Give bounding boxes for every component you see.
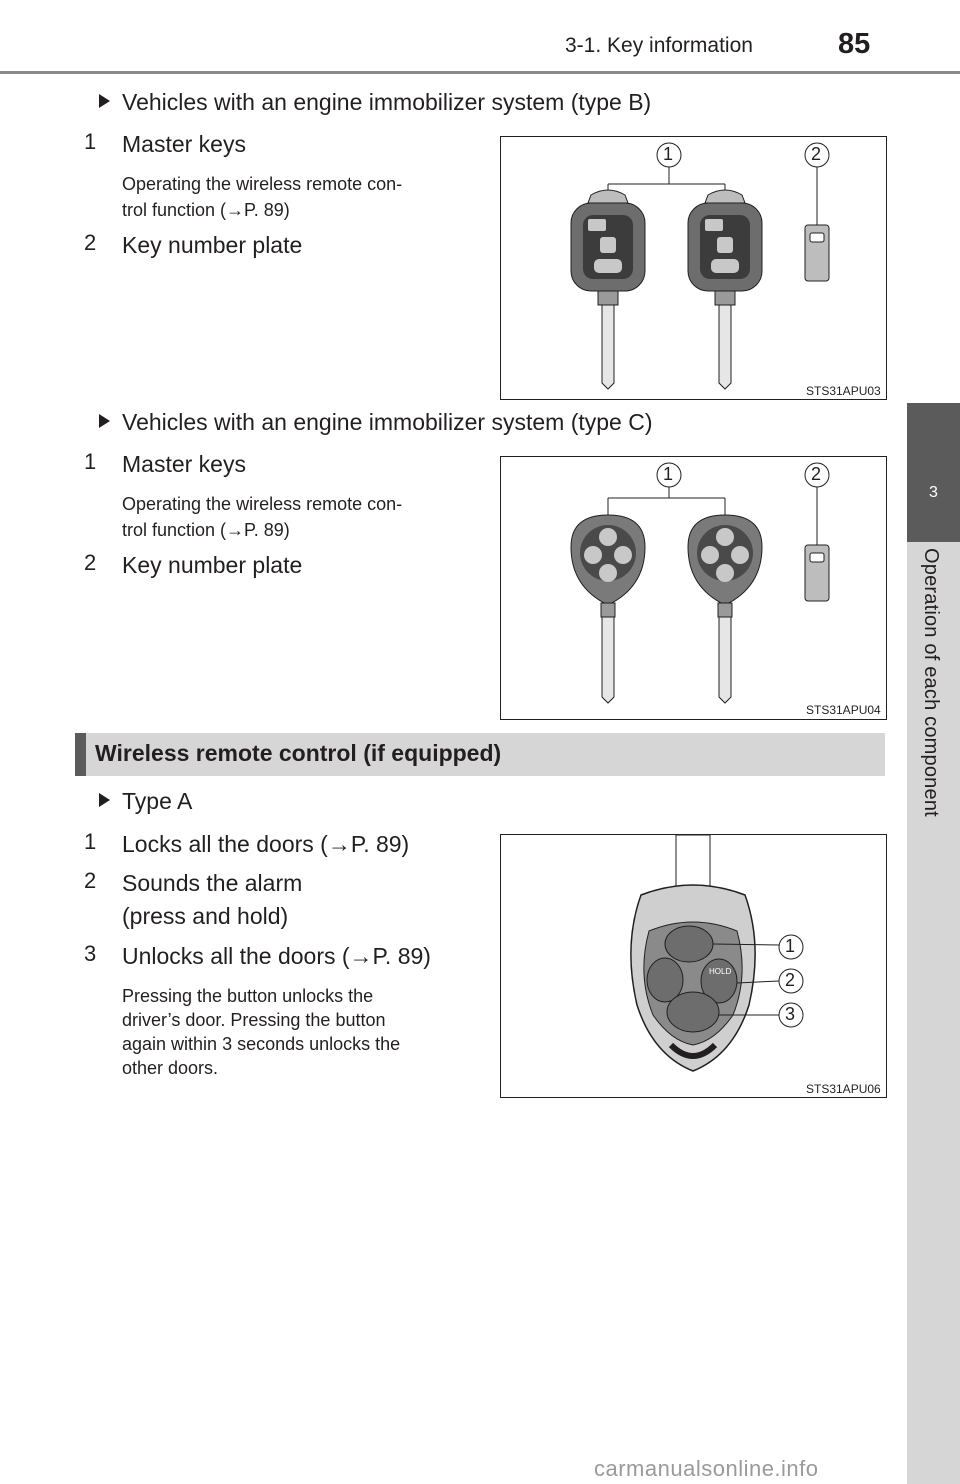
item-title: Key number plate xyxy=(122,552,303,578)
figure-callout: 1 xyxy=(784,936,795,956)
header-rule xyxy=(0,71,960,74)
figure-callout: 1 xyxy=(662,144,673,164)
item-number: 1 xyxy=(84,829,97,854)
type-c-keys-illustration xyxy=(501,457,886,719)
watermark: carmanualsonline.info xyxy=(594,1456,819,1481)
figure-type-c-keys xyxy=(500,456,887,720)
item-number: 1 xyxy=(84,129,97,154)
figure-code: STS31APU06 xyxy=(806,1082,881,1096)
item-description: Pressing the button unlocks the xyxy=(122,986,374,1006)
figure-remote-type-a xyxy=(500,834,887,1098)
item-description: trol function (→P. 89) xyxy=(122,520,290,540)
remote-type-a-illustration xyxy=(501,835,886,1097)
item-number: 2 xyxy=(84,550,97,575)
condition-type-a: Type A xyxy=(122,788,193,814)
item-title: Unlocks all the doors (→P. 89) xyxy=(122,943,431,969)
section-heading: Wireless remote control (if equipped) xyxy=(95,740,502,766)
item-description: other doors. xyxy=(122,1058,219,1078)
figure-code: STS31APU04 xyxy=(806,703,881,717)
item-description: trol function (→P. 89) xyxy=(122,200,290,220)
chapter-label: Operation of each component xyxy=(920,548,942,817)
figure-type-b-keys xyxy=(500,136,887,400)
item-number: 1 xyxy=(84,449,97,474)
section-header: 3-1. Key information xyxy=(565,34,753,57)
type-b-keys-illustration xyxy=(501,137,886,399)
item-title: Key number plate xyxy=(122,232,303,258)
item-number: 3 xyxy=(84,941,97,966)
figure-code: STS31APU03 xyxy=(806,384,881,398)
bullet-arrow-icon xyxy=(99,793,110,807)
item-title: Locks all the doors (→P. 89) xyxy=(122,831,410,857)
item-title: Master keys xyxy=(122,131,246,157)
chapter-number: 3 xyxy=(929,484,938,501)
chapter-tab xyxy=(907,403,960,542)
bullet-arrow-icon xyxy=(99,94,110,108)
bullet-arrow-icon xyxy=(99,414,110,428)
item-title: Master keys xyxy=(122,451,246,477)
figure-callout: 1 xyxy=(662,464,673,484)
item-description: again within 3 seconds unlocks the xyxy=(122,1034,401,1054)
figure-callout: 2 xyxy=(810,144,821,164)
item-number: 2 xyxy=(84,868,97,893)
condition-type-c: Vehicles with an engine immobilizer system (type C) xyxy=(122,409,653,435)
figure-callout: 2 xyxy=(810,464,821,484)
condition-type-b: Vehicles with an engine immobilizer system (type B) xyxy=(122,89,652,115)
page-number: 85 xyxy=(838,28,871,60)
item-description: Operating the wireless remote con- xyxy=(122,174,403,194)
hold-label: HOLD xyxy=(709,967,732,976)
figure-callout: 2 xyxy=(784,970,795,990)
item-description: driver’s door. Pressing the button xyxy=(122,1010,386,1030)
figure-callout: 3 xyxy=(784,1004,795,1024)
item-description: Operating the wireless remote con- xyxy=(122,494,403,514)
item-title: (press and hold) xyxy=(122,903,289,929)
item-number: 2 xyxy=(84,230,97,255)
item-title: Sounds the alarm xyxy=(122,870,303,896)
